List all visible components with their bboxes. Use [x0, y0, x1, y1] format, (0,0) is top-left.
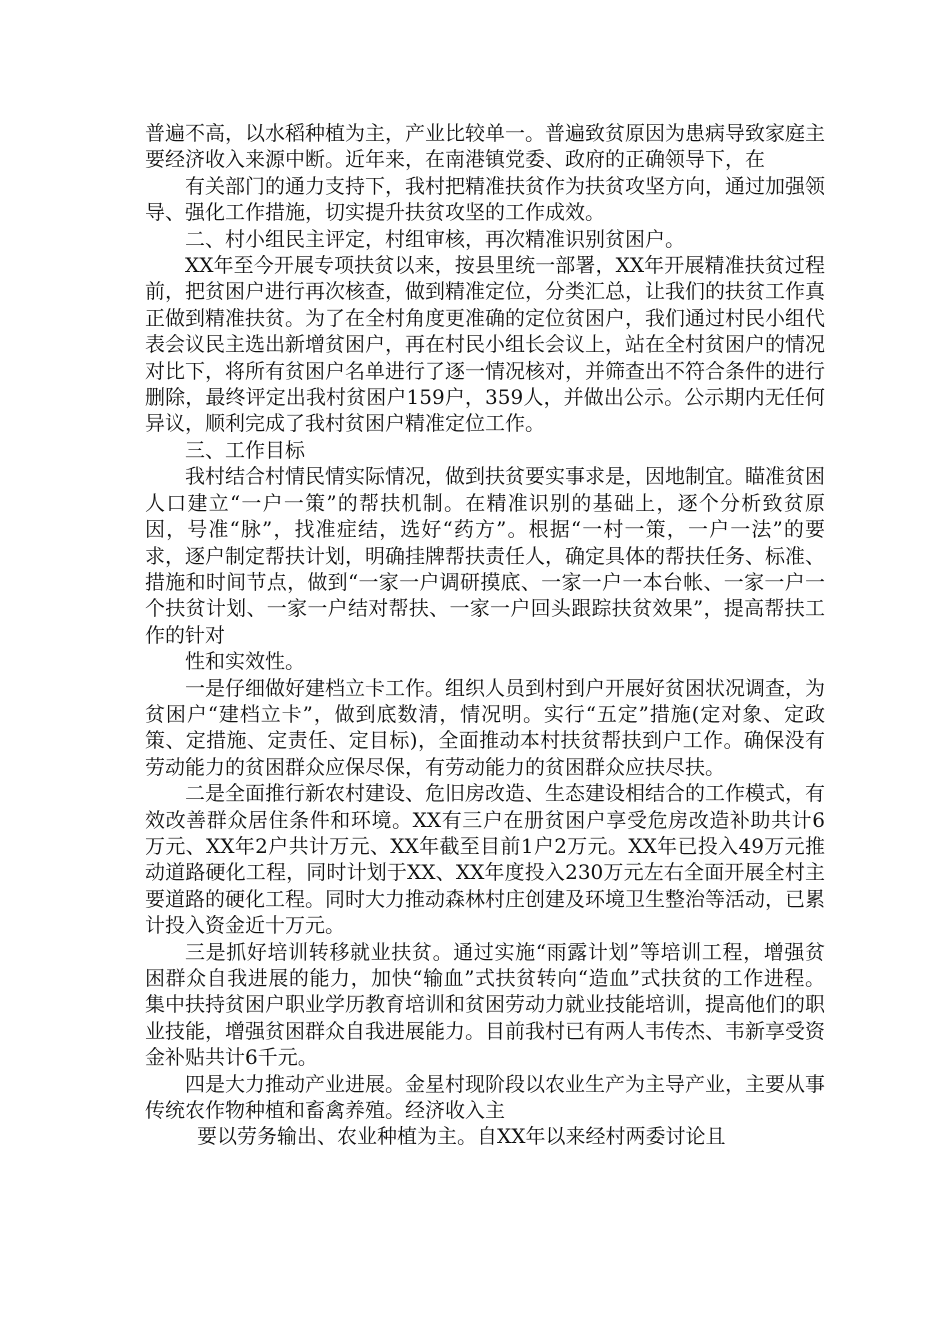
section-heading-3: 三、工作目标	[185, 437, 305, 462]
paragraph-6: 一是仔细做好建档立卡工作。组织人员到村到户开展好贫困状况调查，为贫困户“建档立卡”，做到底数清，情况明。实行“五定”措施(定对象、定政策、定措施、定责任、定目标)，全面推动本村扶贫帮扶到户工作。确保没有劳动能力的贫困群众应保尽保，有劳动能力的贫困群众应扶尽扶。	[145, 675, 825, 779]
paragraph-8: 三是抓好培训转移就业扶贫。通过实施“雨露计划”等培训工程，增强贫困群众自我进展的能力，加快“输血”式扶贫转向“造血”式扶贫的工作进程。集中扶持贫困户职业学历教育培训和贫困劳动力就业技能培训，提高他们的职业技能，增强贫困群众自我进展能力。目前我村已有两人韦传杰、韦新享受资金补贴共计6千元。	[145, 939, 825, 1070]
document-page	[145, 120, 825, 1150]
paragraph-4: 我村结合村情民情实际情况，做到扶贫要实事求是，因地制宜。瞄准贫困人口建立“一户一策”的帮扶机制。在精准识别的基础上，逐个分析致贫原因，号准“脉”，找准症结，选好“药方”。根据“一村一策，一户一法”的要求，逐户制定帮扶计划，明确挂牌帮扶责任人，确定具体的帮扶任务、标准、措施和时间节点，做到“一家一户调研摸底、一家一户一本台帐、一家一户一个扶贫计划、一家一户结对帮扶、一家一户回头跟踪扶贫效果”，提高帮扶工作的针对	[145, 464, 825, 647]
section-heading-2: 二、村小组民主评定，村组审核，再次精准识别贫困户。	[185, 226, 685, 251]
paragraph-7: 二是全面推行新农村建设、危旧房改造、生态建设相结合的工作模式，有效改善群众居住条件和环境。XX有三户在册贫困户享受危房改造补助共计6万元、XX年2户共计万元、XX年截至目前1户2万元。XX年已投入49万元推动道路硬化工程，同时计划于XX、XX年度投入230万元左右全面开展全村主要道路的硬化工程。同时大力推动森林村庄创建及环境卫生整治等活动，已累计投入资金近十万元。	[145, 781, 825, 938]
paragraph-2: 有关部门的通力支持下，我村把精准扶贫作为扶贫攻坚方向，通过加强领导、强化工作措施，切实提升扶贫攻坚的工作成效。	[145, 173, 825, 225]
paragraph-10: 要以劳务输出、农业种植为主。自XX年以来经村两委讨论且	[197, 1124, 726, 1149]
paragraph-1: 普遍不高，以水稻种植为主，产业比较单一。普遍致贫原因为患病导致家庭主要经济收入来源中断。近年来，在南港镇党委、政府的正确领导下，在	[145, 121, 825, 172]
paragraph-3: XX年至今开展专项扶贫以来，按县里统一部署，XX年开展精准扶贫过程前，把贫困户进行再次核查，做到精准定位，分类汇总，让我们的扶贫工作真正做到精准扶贫。为了在全村角度更准确的定位贫困户，我们通过村民小组代表会议民主选出新增贫困户，再在村民小组长会议上，站在全村贫困户的情况对比下，将所有贫困户名单进行了逐一情况核对，并筛查出不符合条件的进行删除，最终评定出我村贫困户159户，359人，并做出公示。公示期内无任何异议，顺利完成了我村贫困户精准定位工作。	[145, 253, 825, 436]
paragraph-5: 性和实效性。	[185, 649, 305, 674]
paragraph-9: 四是大力推动产业进展。金星村现阶段以农业生产为主导产业，主要从事传统农作物种植和畜禽养殖。经济收入主	[145, 1071, 825, 1123]
